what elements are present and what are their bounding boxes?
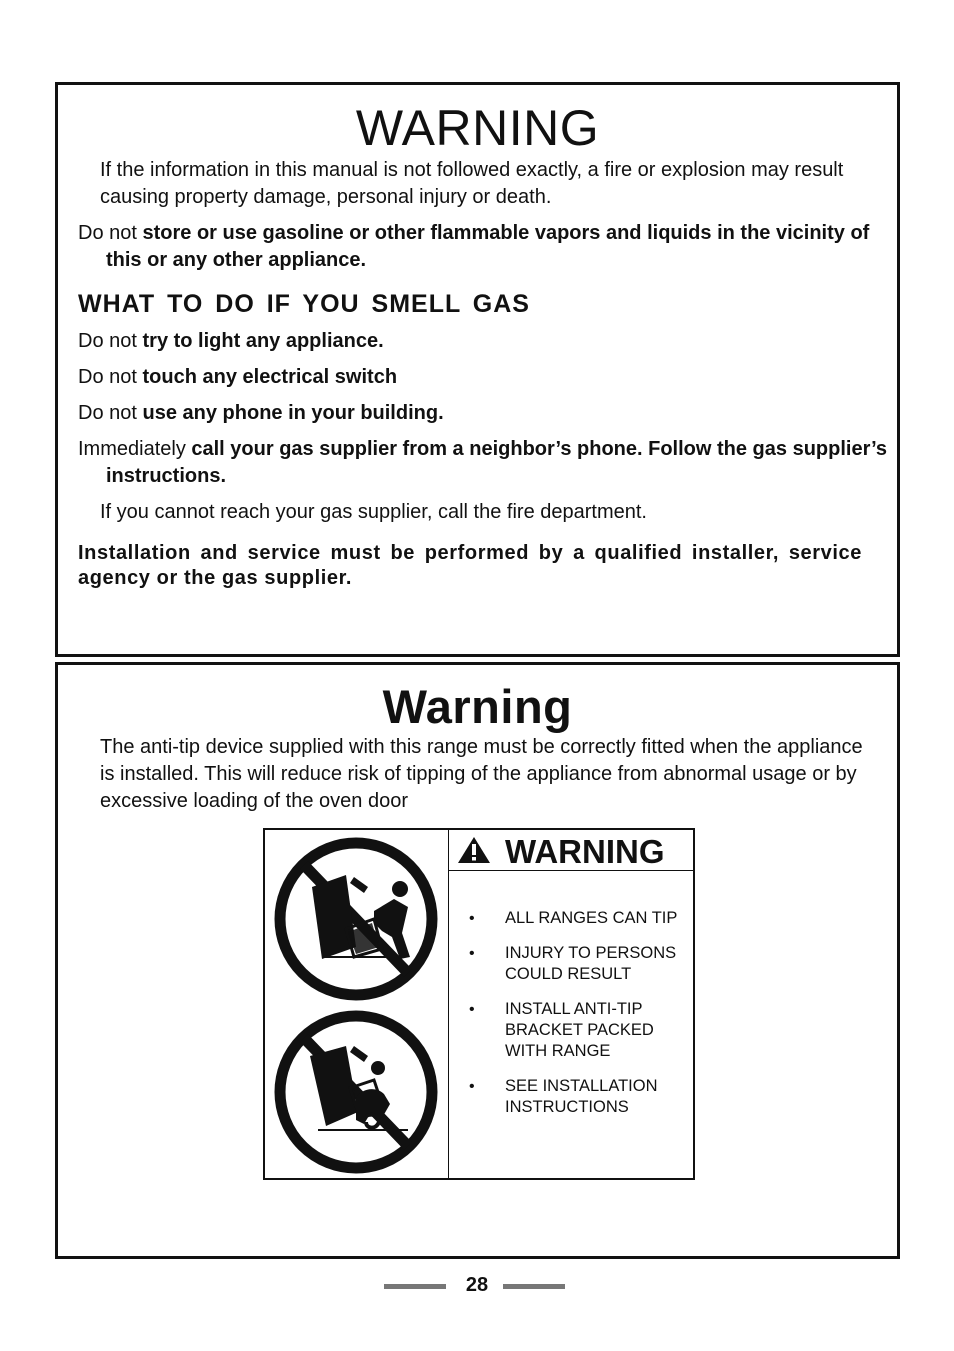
- warning-title: WARNING: [355, 100, 600, 156]
- warning-box-antitip: [55, 662, 900, 1259]
- store-warning: [78, 220, 906, 274]
- warning-box-gas: [55, 82, 900, 657]
- item-text: try to light any appliance.: [142, 330, 384, 352]
- instruction-item: [78, 436, 906, 490]
- intro-paragraph: If the information in this manual is not followed exactly, a fire or explosion may result causing property damage, personal injury or death.: [100, 159, 844, 208]
- antitip-paragraph: The anti-tip device supplied with this range must be correctly fitted when the appliance is installed. This will reduce risk of tipping of the appliance from abnormal usage or by excessive loading of the oven door: [100, 736, 863, 812]
- footer-line-right: [503, 1284, 565, 1289]
- antitip-title: Warning: [382, 680, 573, 733]
- item-prefix: Do not: [78, 366, 137, 388]
- installation-notice: Installation and service must be performed by a qualified installer, service agency or the gas supplier.: [78, 542, 862, 589]
- label-warning-title: WARNING: [505, 833, 665, 870]
- instruction-item: [78, 400, 878, 427]
- list-item: • INJURY TO PERSONS COULD RESULT: [487, 943, 692, 985]
- donot-prefix: Do not: [78, 222, 137, 244]
- label-bullet-list: [487, 908, 692, 1132]
- item-text: use any phone in your building.: [142, 402, 444, 424]
- item-text: touch any electrical switch: [142, 366, 398, 388]
- label-divider: [448, 830, 449, 1178]
- no-climbing-on-range-icon: [270, 833, 442, 1001]
- warning-triangle-icon: [457, 836, 491, 864]
- smell-gas-heading: WHAT TO DO IF YOU SMELL GAS: [78, 290, 530, 318]
- item-text: call your gas supplier from a neighbor’s phone. Follow the gas supplier’s instructions.: [106, 438, 888, 487]
- cannot-reach-text: If you cannot reach your gas supplier, call the fire department.: [100, 501, 647, 523]
- label-warning-header: [449, 830, 693, 871]
- item-prefix: Do not: [78, 402, 137, 424]
- no-sitting-on-oven-door-icon: [270, 1006, 442, 1174]
- store-text: store or use gasoline or other flammable vapors and liquids in the vicinity of this or any other appliance.: [106, 222, 870, 271]
- list-item: • SEE INSTALLATION INSTRUCTIONS: [487, 1076, 692, 1118]
- item-prefix: Immediately: [78, 438, 186, 460]
- tip-over-warning-label: [263, 828, 695, 1180]
- instruction-item: [78, 328, 878, 355]
- list-item: • INSTALL ANTI-TIP BRACKET PACKED WITH RANGE: [487, 999, 692, 1062]
- footer-line-left: [384, 1284, 446, 1289]
- instruction-item: [78, 364, 878, 391]
- list-item: • ALL RANGES CAN TIP: [487, 908, 692, 929]
- item-prefix: Do not: [78, 330, 137, 352]
- page-number: 28: [465, 1274, 489, 1296]
